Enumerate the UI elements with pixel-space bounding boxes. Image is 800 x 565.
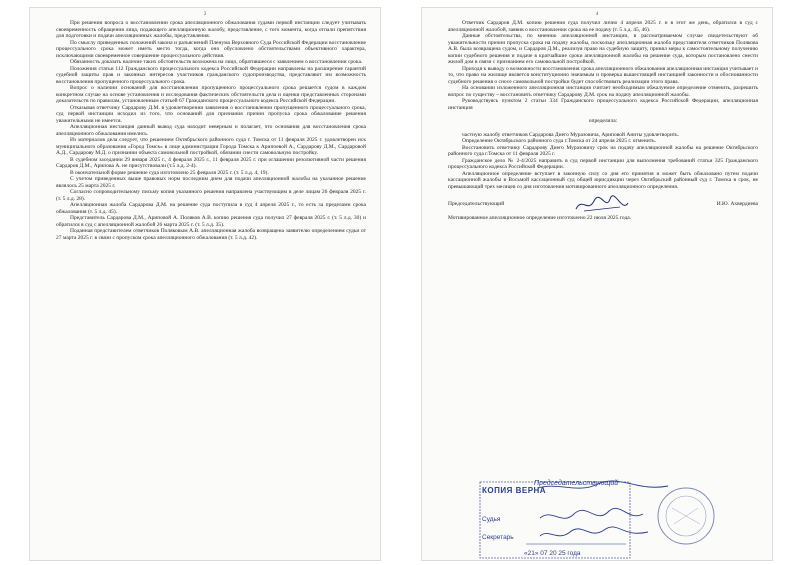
paragraph: Положения статьи 112 Гражданского процессуального кодекса Российской Федерации направлены на расширение гарантий судебной защиты прав и законных интересов участников гражданского судопроизводства, представляют им возможность восстановления пропущенного процессуального срока. <box>56 65 366 85</box>
document-page-right <box>422 8 772 560</box>
stamp-date: «21» 07 20 25 года <box>524 550 581 557</box>
paragraph: Данные обстоятельства, по мнению апелляционной инстанции, в рассматриваемом случае свидетельствуют об уважительности причин пропуска срока на подачу жалобы, поскольку апелляционная жалоба представителя ответчиков Полякова А.В. была возвращена судом, и Сардаров Д.М., реализуя право на судебную защиту, принял меры к самостоятельному получению копии судебного решения и подаче в кратчайшие сроки апелляционной жалобы на решение суда, которым постановлено снести жилой дом в связи с признанием его самовольной постройкой. <box>448 33 758 65</box>
page-number: 3 <box>203 12 207 17</box>
page-number: 4 <box>595 12 599 17</box>
paragraph: В окончательной форме решение суда изготовлено 25 февраля 2025 г. (т. 5 л.д. 4, 19). <box>70 169 269 176</box>
presiding-label: Председательствующий <box>448 201 505 207</box>
page-body <box>56 20 366 241</box>
date-year: 20 25 <box>549 550 566 557</box>
signature-scribble <box>572 195 632 215</box>
paragraph: Гражданское дело № 2-4/2025 направить в суд первой инстанции для выполнения требований статьи 325 Гражданского процессуального кодекса Российской Федерации. <box>448 157 758 170</box>
copy-verified-label: КОПИЯ ВЕРНА <box>482 486 547 495</box>
date-suffix: года <box>567 550 581 557</box>
paragraph: Ответчик Сардаров Д.М. копию решения суда получил лично 4 апреля 2025 г. и в этот же день, обратился в суд с апелляционной жалобой, заявив о восстановлении срока на ее подачу (т. 5 л.д. 45, 46). <box>448 20 758 33</box>
paragraph: Апелляционная жалоба Сардарова Д.М. на решение суда поступила в суд 4 апреля 2025 г., то есть за пределами срока обжалования (т. 5 л.д. 45). <box>56 202 366 215</box>
page-body <box>448 20 758 222</box>
ruling-heading: определила: <box>588 118 618 124</box>
paragraph: С учетом приведенных выше правовых норм последним днем для подачи апелляционной жалобы на указанное решение являлось 25 марта 2025 г. <box>56 176 366 189</box>
paragraphs-before <box>448 20 758 111</box>
paragraph: В судебном заседании 29 января 2025 г., 4 февраля 2025 г., 11 февраля 2025 г. при оглашении резолютивной части решения Сардаров Д.М., Арипова А. не присутствовали (т.5 л.д. 2-4). <box>56 156 366 169</box>
paragraph: При решении вопроса о восстановлении срока апелляционного обжалования судами первой инстанции следует учитывать своевременность обращения лица, подающего апелляционную жалобу, представление, с того момента, когда отпали препятствия для подготовки и подачи апелляционных жалобы, представления. <box>56 20 366 39</box>
presiding-name: И.Ю. Ахвердиева <box>716 201 758 207</box>
paragraphs-after <box>448 132 758 191</box>
paragraph: частную жалобу ответчиков Сардарова Диего Муразовича, Ариповой Аниты удовлетворить. <box>462 131 680 138</box>
date-month: 07 <box>540 550 548 557</box>
paragraph: Апелляционное определение вступает в законную силу со дня его принятия и может быть обжаловано путем подачи кассационной жалобы в Восьмой кассационный суд общей юрисдикции через Октябрьский районный суд г. Томска в срок, не превышающий трех месяцев со дня изготовления мотивированного апелляционного определения. <box>448 170 758 190</box>
paragraph: Руководствуясь пунктом 2 статьи 334 Гражданского процессуального кодекса Российской Федерации, апелляционная инстанция <box>448 98 758 111</box>
secretary-label: Секретарь <box>482 534 514 541</box>
paragraph: Восстановить ответчику Сардарову Диего Муразовичу срок на подачу апелляционной жалобы на решение Октябрьского районного суда г.Томска от 11 февраля 2025 г. <box>448 144 758 157</box>
paragraph: Согласно сопроводительному письму копия указанного решения направлена участвующим в деле лицам 26 февраля 2025 г. (т. 5 л.д. 28). <box>56 189 366 202</box>
motivated-note: Мотивированное апелляционное определение изготовлено 22 июля 2025 года. <box>448 215 632 221</box>
paragraph: Из материалов дела следует, что решением Октябрьского районного суда г. Томска от 11 февраля 2025 г. удовлетворен иск муниципального образования «Город Томск» в лице администрации Города Томска к Арипоевой А., Сардарову Д.М., Сардаровой А.Д., Сардарову М.Д. о признании объекта самовольной постройкой, обязании снести самовольную постройку. <box>56 137 366 156</box>
paragraph: Представитель Сардарова Д.М., Ариповой А. Поляков А.В. копию решения суда получил 27 февраля 2025 г. (т. 5 л.д. 30) и обратился в суд с апелляционной жалобой 26 марта 2025 г. (т. 5 л.д. 35). <box>56 215 366 228</box>
paragraph: На основании изложенного апелляционная инстанция считает необходимым обжалуемое определение отменить, разрешить вопрос по существу – восстановить ответчику Сардарову Д.М. срок на подачу апелляционной жалобы. <box>448 85 758 98</box>
paragraph: Вопрос о наличии оснований для восстановления пропущенного процессуального срока решается судом в каждом конкретном случае на основе установления и исследования фактических обстоятельств дела и оценки представленных сторонами доказательств по правилам, установленным статьей 67 Гражданского процессуального кодекса Российской Федерации. <box>56 85 366 104</box>
paragraph: Определение Октябрьского районного суда г.Томска от 24 апреля 2025 г. отменить. <box>462 138 656 144</box>
paragraph: Приходя к выводу о возможности восстановления срока апелляционного обжалования апелляционная инстанция учитывает и то, что право на жилище является конституционно значимым и проверка вышестоящей инстанцией законности и обоснованности судебного решения о сносе самовольной постройки будет способствовать реализации этого права. <box>448 65 758 85</box>
paragraph: Отказывая ответчику Сардарову Д.М. в удовлетворении заявления о восстановлении пропущенного процессуального срока, суд первой инстанции исходил из того, что оснований для признания причин пропуска срока обжалование решения уважительными не имеется. <box>56 104 366 124</box>
signature-row <box>448 195 758 215</box>
paragraph: Обязанность доказать наличие таких обстоятельств возложена на лицо, обратившееся с заявлением о восстановлении срока. <box>70 59 363 65</box>
paragraph: По смыслу приведенных положений закона и разъяснений Пленума Верховного Суда Российской Федерации восстановление процессуального срока может иметь место тогда, когда оно обусловлено обстоятельствами объективного характера, исключающими своевременное совершение процессуального действия. <box>56 39 366 59</box>
handwritten-heading: Председательствующий <box>534 480 619 487</box>
paragraph: Апелляционная инстанция данный вывод суда находит неверным и полагает, что основания для восстановления срока апелляционного обжалования имелись. <box>56 124 366 137</box>
judge-label: Судья <box>482 516 501 523</box>
document-page-left <box>30 8 380 560</box>
date-day: 21 <box>527 550 535 557</box>
paragraph: Поданная представителем ответчиков Поляковым А.В. апелляционная жалоба возвращена заявителю определением судьи от 27 марта 2025 г. в связи с пропуском срока апелляционного обжалования (т. 5 л.д. 42). <box>56 228 366 241</box>
certified-copy-stamp <box>478 478 718 560</box>
